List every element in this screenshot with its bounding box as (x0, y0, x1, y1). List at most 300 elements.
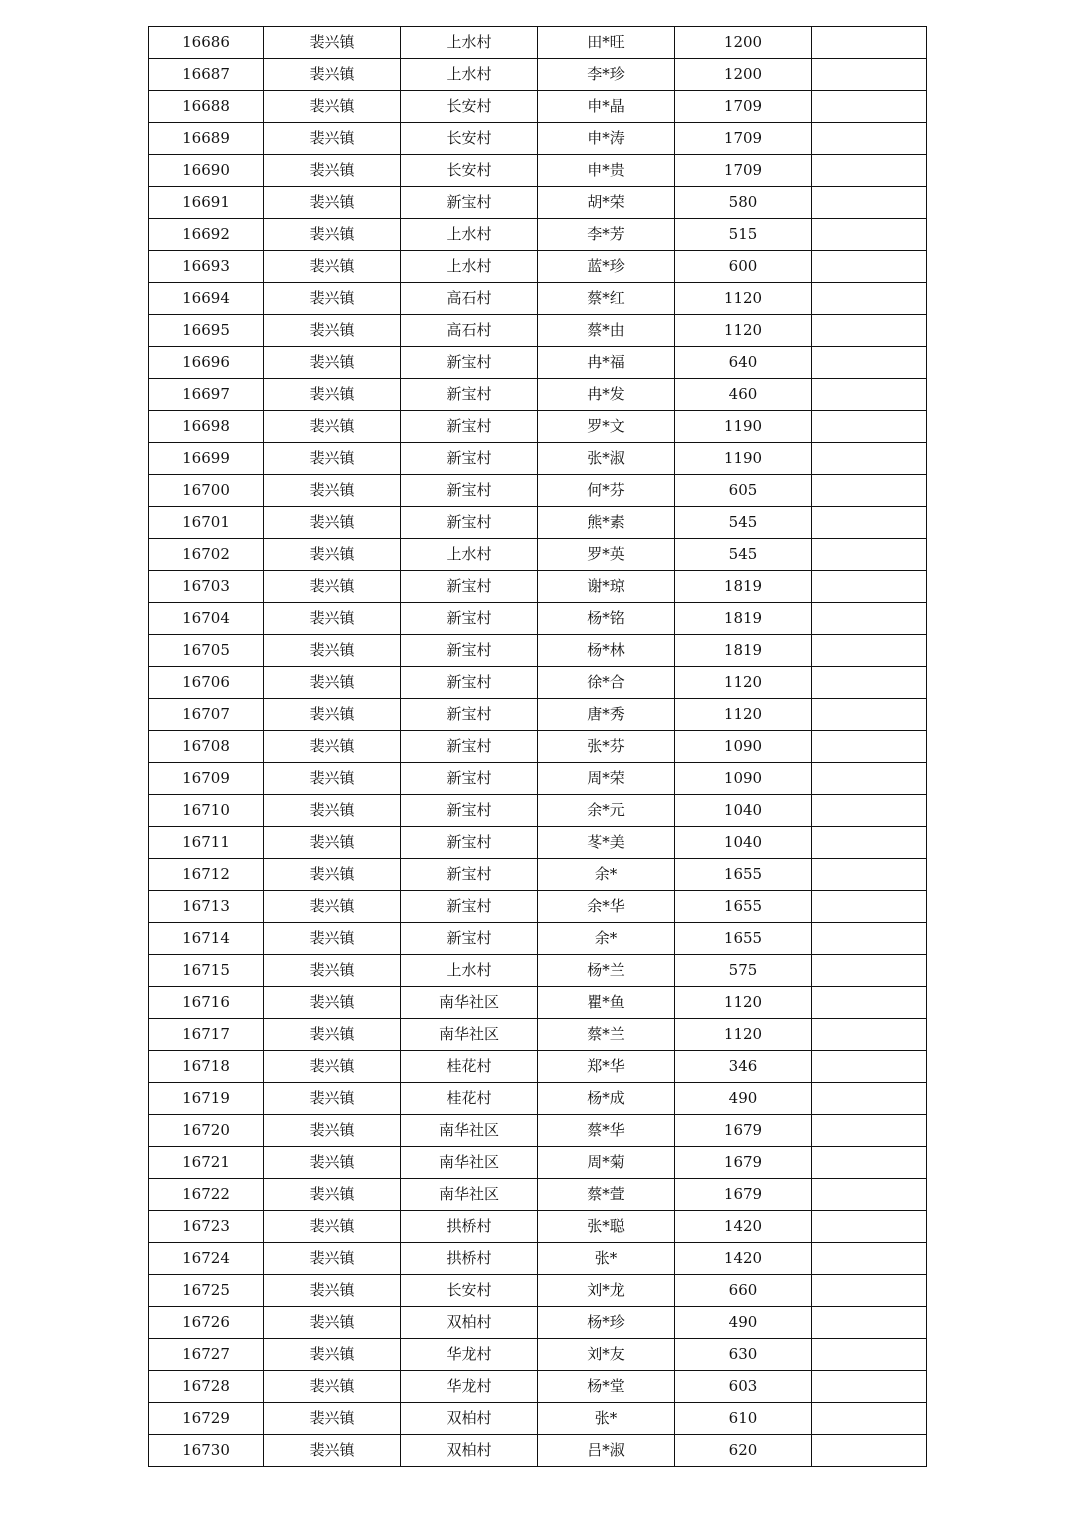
amount-cell: 1819 (675, 571, 812, 603)
note-cell (812, 379, 927, 411)
serial-number-cell: 16720 (149, 1115, 264, 1147)
town-cell: 裴兴镇 (264, 731, 401, 763)
name-cell: 刘*友 (538, 1339, 675, 1371)
table-row (149, 27, 927, 59)
serial-number-cell: 16707 (149, 699, 264, 731)
table-row (149, 1179, 927, 1211)
note-cell (812, 731, 927, 763)
amount-cell: 1819 (675, 635, 812, 667)
note-cell (812, 699, 927, 731)
village-cell: 新宝村 (401, 443, 538, 475)
table-row (149, 187, 927, 219)
amount-cell: 490 (675, 1083, 812, 1115)
town-cell: 裴兴镇 (264, 1307, 401, 1339)
note-cell (812, 1051, 927, 1083)
amount-cell: 1679 (675, 1115, 812, 1147)
note-cell (812, 1019, 927, 1051)
village-cell: 拱桥村 (401, 1211, 538, 1243)
serial-number-cell: 16726 (149, 1307, 264, 1339)
town-cell: 裴兴镇 (264, 667, 401, 699)
serial-number-cell: 16705 (149, 635, 264, 667)
note-cell (812, 251, 927, 283)
serial-number-cell: 16708 (149, 731, 264, 763)
table-row (149, 1403, 927, 1435)
name-cell: 杨*成 (538, 1083, 675, 1115)
note-cell (812, 1339, 927, 1371)
town-cell: 裴兴镇 (264, 1243, 401, 1275)
table-row (149, 699, 927, 731)
name-cell: 蔡*由 (538, 315, 675, 347)
town-cell: 裴兴镇 (264, 1019, 401, 1051)
table-row (149, 1083, 927, 1115)
village-cell: 长安村 (401, 155, 538, 187)
village-cell: 长安村 (401, 91, 538, 123)
name-cell: 申*贵 (538, 155, 675, 187)
village-cell: 上水村 (401, 955, 538, 987)
name-cell: 余*华 (538, 891, 675, 923)
serial-number-cell: 16730 (149, 1435, 264, 1467)
amount-cell: 600 (675, 251, 812, 283)
name-cell: 罗*文 (538, 411, 675, 443)
village-cell: 华龙村 (401, 1339, 538, 1371)
serial-number-cell: 16709 (149, 763, 264, 795)
amount-cell: 1120 (675, 699, 812, 731)
note-cell (812, 955, 927, 987)
serial-number-cell: 16696 (149, 347, 264, 379)
town-cell: 裴兴镇 (264, 539, 401, 571)
town-cell: 裴兴镇 (264, 1339, 401, 1371)
town-cell: 裴兴镇 (264, 923, 401, 955)
town-cell: 裴兴镇 (264, 891, 401, 923)
town-cell: 裴兴镇 (264, 27, 401, 59)
name-cell: 杨*林 (538, 635, 675, 667)
serial-number-cell: 16695 (149, 315, 264, 347)
amount-cell: 1709 (675, 155, 812, 187)
table-row (149, 443, 927, 475)
serial-number-cell: 16722 (149, 1179, 264, 1211)
table-row (149, 1307, 927, 1339)
note-cell (812, 155, 927, 187)
note-cell (812, 571, 927, 603)
note-cell (812, 123, 927, 155)
serial-number-cell: 16689 (149, 123, 264, 155)
serial-number-cell: 16704 (149, 603, 264, 635)
table-row (149, 827, 927, 859)
amount-cell: 1679 (675, 1179, 812, 1211)
table-row (149, 123, 927, 155)
town-cell: 裴兴镇 (264, 1179, 401, 1211)
table-row (149, 379, 927, 411)
note-cell (812, 1083, 927, 1115)
table-row (149, 1211, 927, 1243)
note-cell (812, 827, 927, 859)
note-cell (812, 187, 927, 219)
serial-number-cell: 16694 (149, 283, 264, 315)
table-row (149, 251, 927, 283)
name-cell: 李*珍 (538, 59, 675, 91)
table-row (149, 347, 927, 379)
town-cell: 裴兴镇 (264, 59, 401, 91)
amount-cell: 1040 (675, 827, 812, 859)
village-cell: 桂花村 (401, 1083, 538, 1115)
town-cell: 裴兴镇 (264, 1371, 401, 1403)
table-row (149, 571, 927, 603)
table-row (149, 891, 927, 923)
name-cell: 申*晶 (538, 91, 675, 123)
town-cell: 裴兴镇 (264, 443, 401, 475)
name-cell: 杨*铭 (538, 603, 675, 635)
name-cell: 谢*琼 (538, 571, 675, 603)
name-cell: 杨*兰 (538, 955, 675, 987)
note-cell (812, 987, 927, 1019)
note-cell (812, 539, 927, 571)
village-cell: 上水村 (401, 59, 538, 91)
amount-cell: 1120 (675, 283, 812, 315)
note-cell (812, 347, 927, 379)
serial-number-cell: 16729 (149, 1403, 264, 1435)
amount-cell: 575 (675, 955, 812, 987)
table-row (149, 507, 927, 539)
serial-number-cell: 16687 (149, 59, 264, 91)
village-cell: 新宝村 (401, 699, 538, 731)
village-cell: 南华社区 (401, 1019, 538, 1051)
table-row (149, 411, 927, 443)
note-cell (812, 667, 927, 699)
amount-cell: 610 (675, 1403, 812, 1435)
serial-number-cell: 16713 (149, 891, 264, 923)
amount-cell: 1819 (675, 603, 812, 635)
village-cell: 新宝村 (401, 571, 538, 603)
amount-cell: 1655 (675, 891, 812, 923)
amount-cell: 1200 (675, 59, 812, 91)
village-cell: 新宝村 (401, 731, 538, 763)
name-cell: 胡*荣 (538, 187, 675, 219)
name-cell: 蔡*红 (538, 283, 675, 315)
name-cell: 余* (538, 923, 675, 955)
serial-number-cell: 16714 (149, 923, 264, 955)
serial-number-cell: 16703 (149, 571, 264, 603)
serial-number-cell: 16710 (149, 795, 264, 827)
table-row (149, 987, 927, 1019)
amount-cell: 1120 (675, 987, 812, 1019)
serial-number-cell: 16690 (149, 155, 264, 187)
town-cell: 裴兴镇 (264, 795, 401, 827)
serial-number-cell: 16701 (149, 507, 264, 539)
note-cell (812, 411, 927, 443)
town-cell: 裴兴镇 (264, 1275, 401, 1307)
village-cell: 高石村 (401, 283, 538, 315)
town-cell: 裴兴镇 (264, 1403, 401, 1435)
town-cell: 裴兴镇 (264, 251, 401, 283)
amount-cell: 620 (675, 1435, 812, 1467)
serial-number-cell: 16706 (149, 667, 264, 699)
village-cell: 上水村 (401, 219, 538, 251)
village-cell: 双柏村 (401, 1307, 538, 1339)
town-cell: 裴兴镇 (264, 987, 401, 1019)
name-cell: 张*聪 (538, 1211, 675, 1243)
name-cell: 苳*美 (538, 827, 675, 859)
name-cell: 蔡*华 (538, 1115, 675, 1147)
amount-cell: 545 (675, 507, 812, 539)
table-row (149, 635, 927, 667)
serial-number-cell: 16686 (149, 27, 264, 59)
note-cell (812, 283, 927, 315)
name-cell: 余* (538, 859, 675, 891)
town-cell: 裴兴镇 (264, 219, 401, 251)
town-cell: 裴兴镇 (264, 635, 401, 667)
name-cell: 张*芬 (538, 731, 675, 763)
name-cell: 何*芬 (538, 475, 675, 507)
note-cell (812, 1115, 927, 1147)
table-row (149, 1435, 927, 1467)
village-cell: 新宝村 (401, 507, 538, 539)
table-row (149, 603, 927, 635)
amount-cell: 1420 (675, 1211, 812, 1243)
amount-cell: 1120 (675, 315, 812, 347)
village-cell: 拱桥村 (401, 1243, 538, 1275)
name-cell: 郑*华 (538, 1051, 675, 1083)
name-cell: 周*荣 (538, 763, 675, 795)
table-row (149, 955, 927, 987)
amount-cell: 1120 (675, 667, 812, 699)
note-cell (812, 763, 927, 795)
serial-number-cell: 16712 (149, 859, 264, 891)
village-cell: 新宝村 (401, 667, 538, 699)
village-cell: 上水村 (401, 251, 538, 283)
table-row (149, 731, 927, 763)
serial-number-cell: 16693 (149, 251, 264, 283)
town-cell: 裴兴镇 (264, 411, 401, 443)
serial-number-cell: 16723 (149, 1211, 264, 1243)
amount-cell: 545 (675, 539, 812, 571)
table-row (149, 475, 927, 507)
village-cell: 新宝村 (401, 347, 538, 379)
village-cell: 新宝村 (401, 635, 538, 667)
amount-cell: 630 (675, 1339, 812, 1371)
serial-number-cell: 16721 (149, 1147, 264, 1179)
village-cell: 新宝村 (401, 923, 538, 955)
name-cell: 张*淑 (538, 443, 675, 475)
table-row (149, 1339, 927, 1371)
town-cell: 裴兴镇 (264, 571, 401, 603)
village-cell: 新宝村 (401, 187, 538, 219)
note-cell (812, 91, 927, 123)
amount-cell: 1040 (675, 795, 812, 827)
name-cell: 蓝*珍 (538, 251, 675, 283)
village-cell: 新宝村 (401, 475, 538, 507)
serial-number-cell: 16700 (149, 475, 264, 507)
name-cell: 瞿*鱼 (538, 987, 675, 1019)
note-cell (812, 1243, 927, 1275)
serial-number-cell: 16688 (149, 91, 264, 123)
amount-cell: 1655 (675, 923, 812, 955)
amount-cell: 1655 (675, 859, 812, 891)
amount-cell: 1709 (675, 123, 812, 155)
name-cell: 冉*发 (538, 379, 675, 411)
name-cell: 周*菊 (538, 1147, 675, 1179)
name-cell: 熊*素 (538, 507, 675, 539)
town-cell: 裴兴镇 (264, 187, 401, 219)
note-cell (812, 1211, 927, 1243)
town-cell: 裴兴镇 (264, 955, 401, 987)
village-cell: 南华社区 (401, 1179, 538, 1211)
note-cell (812, 795, 927, 827)
serial-number-cell: 16728 (149, 1371, 264, 1403)
town-cell: 裴兴镇 (264, 315, 401, 347)
name-cell: 余*元 (538, 795, 675, 827)
name-cell: 蔡*兰 (538, 1019, 675, 1051)
note-cell (812, 1371, 927, 1403)
town-cell: 裴兴镇 (264, 283, 401, 315)
town-cell: 裴兴镇 (264, 155, 401, 187)
note-cell (812, 507, 927, 539)
note-cell (812, 443, 927, 475)
village-cell: 新宝村 (401, 795, 538, 827)
serial-number-cell: 16719 (149, 1083, 264, 1115)
note-cell (812, 603, 927, 635)
town-cell: 裴兴镇 (264, 699, 401, 731)
village-cell: 双柏村 (401, 1403, 538, 1435)
amount-cell: 1190 (675, 411, 812, 443)
note-cell (812, 59, 927, 91)
village-cell: 南华社区 (401, 1147, 538, 1179)
name-cell: 唐*秀 (538, 699, 675, 731)
serial-number-cell: 16725 (149, 1275, 264, 1307)
note-cell (812, 1179, 927, 1211)
table-row (149, 1147, 927, 1179)
village-cell: 上水村 (401, 27, 538, 59)
town-cell: 裴兴镇 (264, 763, 401, 795)
village-cell: 长安村 (401, 1275, 538, 1307)
note-cell (812, 1435, 927, 1467)
town-cell: 裴兴镇 (264, 379, 401, 411)
serial-number-cell: 16727 (149, 1339, 264, 1371)
table-row (149, 59, 927, 91)
town-cell: 裴兴镇 (264, 1115, 401, 1147)
village-cell: 新宝村 (401, 379, 538, 411)
town-cell: 裴兴镇 (264, 1083, 401, 1115)
note-cell (812, 1307, 927, 1339)
town-cell: 裴兴镇 (264, 1435, 401, 1467)
table-row (149, 923, 927, 955)
name-cell: 田*旺 (538, 27, 675, 59)
amount-cell: 1120 (675, 1019, 812, 1051)
name-cell: 吕*淑 (538, 1435, 675, 1467)
note-cell (812, 635, 927, 667)
name-cell: 张* (538, 1243, 675, 1275)
name-cell: 蔡*萱 (538, 1179, 675, 1211)
amount-cell: 580 (675, 187, 812, 219)
serial-number-cell: 16698 (149, 411, 264, 443)
name-cell: 杨*堂 (538, 1371, 675, 1403)
note-cell (812, 1275, 927, 1307)
village-cell: 南华社区 (401, 1115, 538, 1147)
village-cell: 双柏村 (401, 1435, 538, 1467)
table-row (149, 1051, 927, 1083)
name-cell: 冉*福 (538, 347, 675, 379)
note-cell (812, 859, 927, 891)
note-cell (812, 475, 927, 507)
serial-number-cell: 16702 (149, 539, 264, 571)
village-cell: 华龙村 (401, 1371, 538, 1403)
table-row (149, 1115, 927, 1147)
serial-number-cell: 16724 (149, 1243, 264, 1275)
town-cell: 裴兴镇 (264, 1051, 401, 1083)
note-cell (812, 219, 927, 251)
amount-cell: 660 (675, 1275, 812, 1307)
name-cell: 李*芳 (538, 219, 675, 251)
amount-cell: 346 (675, 1051, 812, 1083)
table-row (149, 1275, 927, 1307)
village-cell: 新宝村 (401, 763, 538, 795)
village-cell: 新宝村 (401, 411, 538, 443)
serial-number-cell: 16715 (149, 955, 264, 987)
note-cell (812, 27, 927, 59)
town-cell: 裴兴镇 (264, 91, 401, 123)
amount-cell: 515 (675, 219, 812, 251)
amount-cell: 1090 (675, 763, 812, 795)
amount-cell: 603 (675, 1371, 812, 1403)
village-cell: 上水村 (401, 539, 538, 571)
table-row (149, 1019, 927, 1051)
note-cell (812, 315, 927, 347)
serial-number-cell: 16692 (149, 219, 264, 251)
serial-number-cell: 16711 (149, 827, 264, 859)
note-cell (812, 1147, 927, 1179)
village-cell: 新宝村 (401, 891, 538, 923)
data-table (148, 26, 927, 1467)
table-row (149, 283, 927, 315)
table-row (149, 1371, 927, 1403)
table-row (149, 1243, 927, 1275)
town-cell: 裴兴镇 (264, 475, 401, 507)
table-row (149, 219, 927, 251)
amount-cell: 1200 (675, 27, 812, 59)
table-row (149, 763, 927, 795)
note-cell (812, 891, 927, 923)
town-cell: 裴兴镇 (264, 347, 401, 379)
amount-cell: 640 (675, 347, 812, 379)
name-cell: 申*涛 (538, 123, 675, 155)
amount-cell: 1090 (675, 731, 812, 763)
note-cell (812, 1403, 927, 1435)
name-cell: 徐*合 (538, 667, 675, 699)
town-cell: 裴兴镇 (264, 603, 401, 635)
amount-cell: 1420 (675, 1243, 812, 1275)
town-cell: 裴兴镇 (264, 827, 401, 859)
name-cell: 罗*英 (538, 539, 675, 571)
name-cell: 张* (538, 1403, 675, 1435)
table-row (149, 155, 927, 187)
serial-number-cell: 16697 (149, 379, 264, 411)
amount-cell: 460 (675, 379, 812, 411)
town-cell: 裴兴镇 (264, 1147, 401, 1179)
amount-cell: 1679 (675, 1147, 812, 1179)
village-cell: 长安村 (401, 123, 538, 155)
table-row (149, 91, 927, 123)
town-cell: 裴兴镇 (264, 507, 401, 539)
serial-number-cell: 16718 (149, 1051, 264, 1083)
name-cell: 杨*珍 (538, 1307, 675, 1339)
village-cell: 新宝村 (401, 827, 538, 859)
amount-cell: 605 (675, 475, 812, 507)
amount-cell: 1190 (675, 443, 812, 475)
village-cell: 南华社区 (401, 987, 538, 1019)
serial-number-cell: 16716 (149, 987, 264, 1019)
table-row (149, 539, 927, 571)
serial-number-cell: 16699 (149, 443, 264, 475)
town-cell: 裴兴镇 (264, 859, 401, 891)
